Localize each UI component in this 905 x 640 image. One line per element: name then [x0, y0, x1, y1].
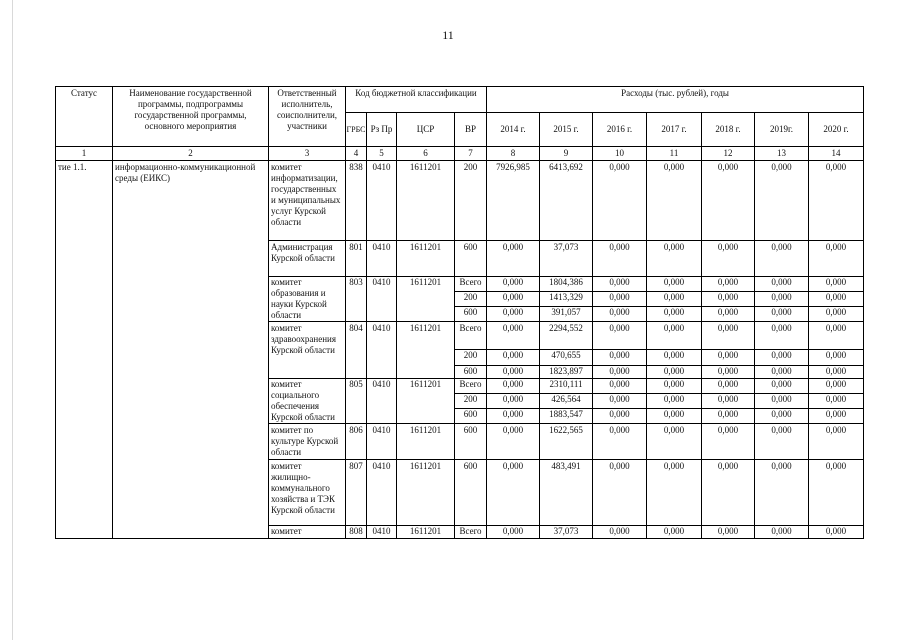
- csr-cell: 1611201: [397, 277, 455, 322]
- csr-cell: 1611201: [397, 379, 455, 424]
- expense-cell: 0,000: [702, 394, 755, 409]
- expense-cell: 2294,552: [540, 322, 593, 350]
- header-rzpr: Рз Пр: [367, 113, 397, 147]
- expense-cell: 0,000: [593, 241, 647, 277]
- expense-cell: 0,000: [702, 366, 755, 379]
- expense-cell: 0,000: [809, 460, 864, 526]
- rzpr-cell: 0410: [367, 526, 397, 539]
- header-program-name: Наименование государственной программы, подпрограммы государственной программы, основного мероприятия: [113, 87, 269, 147]
- row-program-name: информационно-коммуникационной среды (ЕИКС): [113, 161, 269, 539]
- expense-cell: 0,000: [755, 460, 809, 526]
- grbs-cell: 803: [346, 277, 367, 322]
- expense-cell: 0,000: [702, 322, 755, 350]
- expense-cell: 1823,897: [540, 366, 593, 379]
- expense-cell: 0,000: [593, 366, 647, 379]
- expense-cell: 6413,692: [540, 161, 593, 241]
- expense-cell: 1804,386: [540, 277, 593, 292]
- expense-cell: 0,000: [647, 526, 702, 539]
- expense-cell: 0,000: [487, 350, 540, 366]
- expense-cell: 0,000: [755, 307, 809, 322]
- grbs-cell: 806: [346, 424, 367, 460]
- expense-cell: 0,000: [593, 322, 647, 350]
- expense-cell: 0,000: [647, 350, 702, 366]
- csr-cell: 1611201: [397, 460, 455, 526]
- row-status: тие 1.1.: [56, 161, 113, 539]
- column-number: 10: [593, 147, 647, 161]
- expense-cell: 0,000: [487, 322, 540, 350]
- vr-cell: 200: [455, 292, 487, 307]
- column-number: 2: [113, 147, 269, 161]
- expense-cell: 0,000: [647, 277, 702, 292]
- executor-cell: Администрация Курской области: [269, 241, 346, 277]
- header-budget-code: Код бюджетной классификации: [346, 87, 487, 113]
- csr-cell: 1611201: [397, 322, 455, 379]
- expense-cell: 0,000: [755, 161, 809, 241]
- expense-cell: 0,000: [647, 161, 702, 241]
- expense-cell: 0,000: [647, 366, 702, 379]
- vr-cell: Всего: [455, 526, 487, 539]
- expense-cell: 0,000: [487, 409, 540, 424]
- expense-cell: 0,000: [809, 350, 864, 366]
- expense-cell: 391,057: [540, 307, 593, 322]
- expense-cell: 0,000: [809, 424, 864, 460]
- expense-cell: 0,000: [702, 350, 755, 366]
- expense-cell: 1883,547: [540, 409, 593, 424]
- executor-cell: комитет социального обеспечения Курской области: [269, 379, 346, 424]
- vr-cell: 600: [455, 307, 487, 322]
- expense-cell: 0,000: [809, 409, 864, 424]
- expense-cell: 7926,985: [487, 161, 540, 241]
- expense-cell: 0,000: [487, 292, 540, 307]
- header-year: 2016 г.: [593, 113, 647, 147]
- column-number: 7: [455, 147, 487, 161]
- executor-cell: комитет по культуре Курской области: [269, 424, 346, 460]
- expense-cell: 0,000: [809, 241, 864, 277]
- expense-cell: 0,000: [487, 307, 540, 322]
- vr-cell: 600: [455, 409, 487, 424]
- header-executor: Ответственный исполнитель, соисполнители, участники: [269, 87, 346, 147]
- expense-cell: 0,000: [809, 277, 864, 292]
- table-row: [56, 161, 864, 241]
- expense-cell: 470,655: [540, 350, 593, 366]
- expense-cell: 0,000: [593, 409, 647, 424]
- expense-cell: 0,000: [755, 379, 809, 394]
- expense-cell: 0,000: [755, 366, 809, 379]
- column-number: 6: [397, 147, 455, 161]
- expense-cell: 0,000: [647, 292, 702, 307]
- rzpr-cell: 0410: [367, 322, 397, 379]
- column-number: 1: [56, 147, 113, 161]
- expense-cell: 0,000: [593, 307, 647, 322]
- expense-cell: 0,000: [702, 277, 755, 292]
- rzpr-cell: 0410: [367, 460, 397, 526]
- expense-cell: 0,000: [702, 161, 755, 241]
- expense-cell: 483,491: [540, 460, 593, 526]
- column-number: 13: [755, 147, 809, 161]
- expense-cell: 426,564: [540, 394, 593, 409]
- expense-cell: 0,000: [702, 379, 755, 394]
- expense-cell: 0,000: [487, 526, 540, 539]
- expense-cell: 0,000: [755, 350, 809, 366]
- header-expenses: Расходы (тыс. рублей), годы: [487, 87, 864, 113]
- rzpr-cell: 0410: [367, 161, 397, 241]
- column-number: 14: [809, 147, 864, 161]
- expense-cell: 0,000: [593, 460, 647, 526]
- expense-cell: 0,000: [593, 394, 647, 409]
- expense-cell: 0,000: [755, 394, 809, 409]
- vr-cell: 600: [455, 366, 487, 379]
- expense-cell: 0,000: [593, 379, 647, 394]
- vr-cell: 600: [455, 424, 487, 460]
- expense-cell: 0,000: [755, 241, 809, 277]
- page-edge-line: [12, 0, 13, 640]
- expense-cell: 37,073: [540, 241, 593, 277]
- csr-cell: 1611201: [397, 424, 455, 460]
- vr-cell: Всего: [455, 322, 487, 350]
- rzpr-cell: 0410: [367, 379, 397, 424]
- expense-cell: 0,000: [702, 292, 755, 307]
- vr-cell: 200: [455, 350, 487, 366]
- header-status: Статус: [56, 87, 113, 147]
- expense-cell: 2310,111: [540, 379, 593, 394]
- expense-cell: 0,000: [593, 277, 647, 292]
- column-number: 11: [647, 147, 702, 161]
- expense-cell: 0,000: [647, 307, 702, 322]
- expense-cell: 0,000: [487, 394, 540, 409]
- expense-cell: 0,000: [755, 424, 809, 460]
- rzpr-cell: 0410: [367, 241, 397, 277]
- expense-cell: 0,000: [809, 322, 864, 350]
- column-number: 12: [702, 147, 755, 161]
- grbs-cell: 807: [346, 460, 367, 526]
- expense-cell: 0,000: [487, 277, 540, 292]
- executor-cell: комитет жилищно-коммунального хозяйства и ТЭК Курской области: [269, 460, 346, 526]
- column-number: 4: [346, 147, 367, 161]
- grbs-cell: 808: [346, 526, 367, 539]
- expense-cell: 0,000: [593, 526, 647, 539]
- grbs-cell: 801: [346, 241, 367, 277]
- vr-cell: 600: [455, 241, 487, 277]
- header-grbs: ГРБС: [346, 113, 367, 147]
- expense-cell: 0,000: [647, 241, 702, 277]
- vr-cell: Всего: [455, 379, 487, 394]
- expense-cell: 0,000: [593, 292, 647, 307]
- executor-cell: комитет здравоохранения Курской области: [269, 322, 346, 379]
- expense-cell: 0,000: [647, 394, 702, 409]
- expense-cell: 0,000: [755, 322, 809, 350]
- expense-cell: 0,000: [647, 424, 702, 460]
- expense-cell: 0,000: [809, 292, 864, 307]
- expense-cell: 0,000: [809, 307, 864, 322]
- expense-cell: 1622,565: [540, 424, 593, 460]
- column-number: 8: [487, 147, 540, 161]
- header-year: 2020 г.: [809, 113, 864, 147]
- column-number: 5: [367, 147, 397, 161]
- expense-cell: 0,000: [755, 526, 809, 539]
- budget-table: [55, 86, 864, 539]
- csr-cell: 1611201: [397, 241, 455, 277]
- column-number: 9: [540, 147, 593, 161]
- expense-cell: 0,000: [702, 409, 755, 424]
- vr-cell: 200: [455, 394, 487, 409]
- header-csr: ЦСР: [397, 113, 455, 147]
- expense-cell: 0,000: [487, 460, 540, 526]
- expense-cell: 0,000: [593, 350, 647, 366]
- expense-cell: 0,000: [809, 379, 864, 394]
- header-year: 2015 г.: [540, 113, 593, 147]
- header-year: 2018 г.: [702, 113, 755, 147]
- executor-cell: комитет информатизации, государственных и муниципальных услуг Курской области: [269, 161, 346, 241]
- expense-cell: 0,000: [755, 292, 809, 307]
- grbs-cell: 805: [346, 379, 367, 424]
- expense-cell: 0,000: [809, 161, 864, 241]
- expense-cell: 0,000: [487, 424, 540, 460]
- rzpr-cell: 0410: [367, 277, 397, 322]
- expense-cell: 0,000: [702, 307, 755, 322]
- expense-cell: 0,000: [487, 379, 540, 394]
- vr-cell: 600: [455, 460, 487, 526]
- vr-cell: 200: [455, 161, 487, 241]
- expense-cell: 0,000: [755, 409, 809, 424]
- expense-cell: 0,000: [809, 394, 864, 409]
- executor-cell: комитет: [269, 526, 346, 539]
- expense-cell: 0,000: [702, 526, 755, 539]
- rzpr-cell: 0410: [367, 424, 397, 460]
- grbs-cell: 838: [346, 161, 367, 241]
- expense-cell: 37,073: [540, 526, 593, 539]
- csr-cell: 1611201: [397, 161, 455, 241]
- expense-cell: 0,000: [809, 526, 864, 539]
- expense-cell: 0,000: [809, 366, 864, 379]
- expense-cell: 0,000: [755, 277, 809, 292]
- header-vr: ВР: [455, 113, 487, 147]
- expense-cell: 0,000: [487, 241, 540, 277]
- header-year: 2019г.: [755, 113, 809, 147]
- expense-cell: 0,000: [593, 424, 647, 460]
- page-number: 11: [442, 28, 454, 42]
- grbs-cell: 804: [346, 322, 367, 379]
- expense-cell: 1413,329: [540, 292, 593, 307]
- header-year: 2017 г.: [647, 113, 702, 147]
- csr-cell: 1611201: [397, 526, 455, 539]
- expense-cell: 0,000: [647, 460, 702, 526]
- expense-cell: 0,000: [487, 366, 540, 379]
- vr-cell: Всего: [455, 277, 487, 292]
- expense-cell: 0,000: [702, 460, 755, 526]
- column-number: 3: [269, 147, 346, 161]
- expense-cell: 0,000: [702, 241, 755, 277]
- expense-cell: 0,000: [593, 161, 647, 241]
- expense-cell: 0,000: [647, 379, 702, 394]
- expense-cell: 0,000: [702, 424, 755, 460]
- header-year: 2014 г.: [487, 113, 540, 147]
- expense-cell: 0,000: [647, 409, 702, 424]
- expense-cell: 0,000: [647, 322, 702, 350]
- executor-cell: комитет образования и науки Курской области: [269, 277, 346, 322]
